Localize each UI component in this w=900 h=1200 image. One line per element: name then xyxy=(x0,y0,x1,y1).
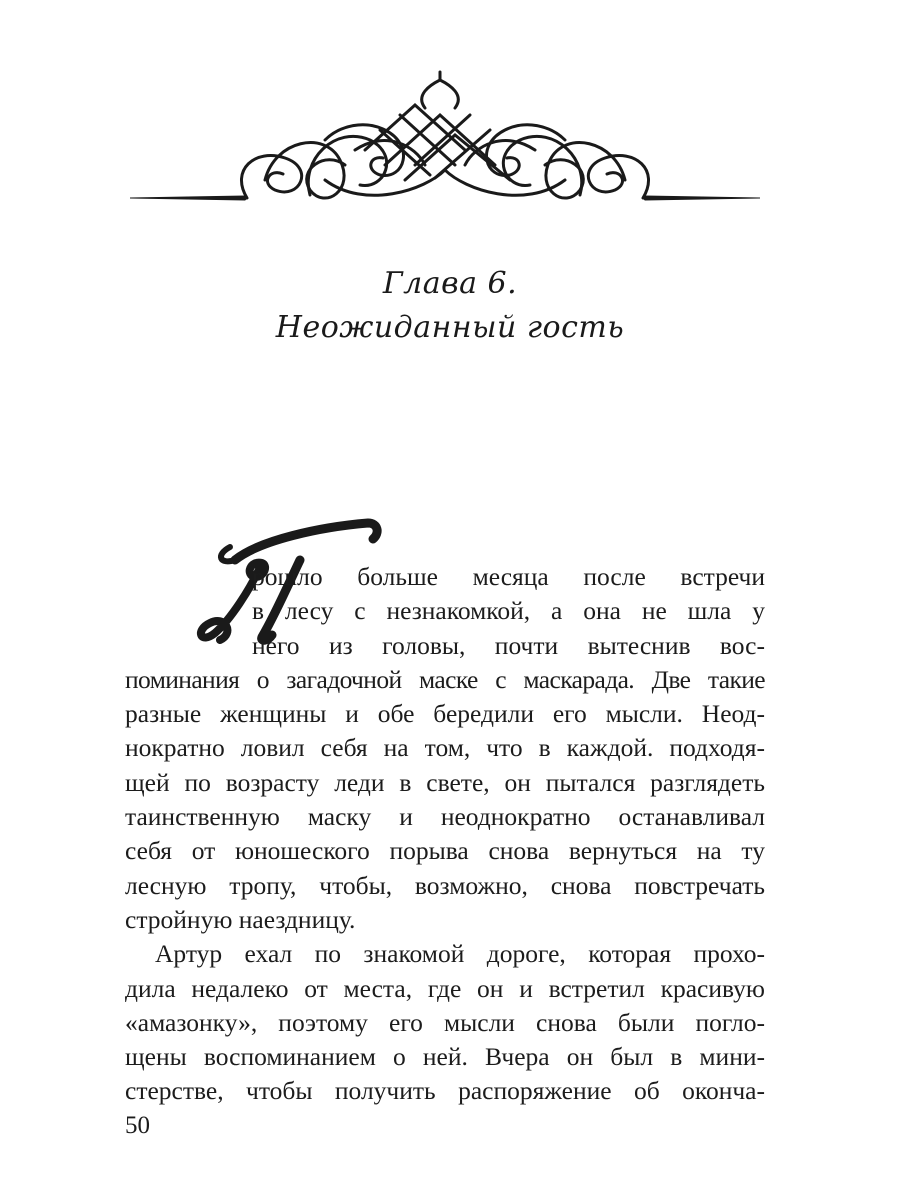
text-line: Артур ехал по знакомой дороге, которая прохо- xyxy=(155,939,765,969)
chapter-label: Глава 6. xyxy=(382,266,518,301)
text-line: в лесу с незнакомкой, а она не шла у xyxy=(252,596,765,626)
text-line: рошло больше месяца после встречи xyxy=(252,562,765,591)
text-line: стройную наездницу. xyxy=(125,904,356,934)
calligraphic-flourish-ornament-icon xyxy=(125,70,765,220)
text-line: поминания о загадочной маске с маскарада. Две такие xyxy=(125,664,765,694)
body-text xyxy=(125,560,765,1109)
chapter-title: Неожиданный гость xyxy=(275,310,625,345)
text-line: разные женщины и обе бередили его мысли. Неод- xyxy=(125,699,765,729)
chapter-heading xyxy=(0,262,900,350)
text-line: себя от юношеского порыва снова вернуться на ту xyxy=(125,836,765,866)
text-line: «амазонку», поэтому его мысли снова были погло- xyxy=(125,1007,765,1037)
text-line: лесную тропу, чтобы, возможно, снова повстречать xyxy=(125,870,765,900)
text-line: дила недалеко от места, где он и встретил красивую xyxy=(125,973,765,1003)
text-line: него из головы, почти вытеснив вос- xyxy=(252,630,765,660)
text-line: щей по возрасту леди в свете, он пытался разглядеть xyxy=(125,767,765,797)
text-line: нократно ловил себя на том, что в каждой. подходя- xyxy=(125,733,765,763)
text-line: таинственную маску и неоднократно останавливал xyxy=(125,802,765,832)
page-number: 50 xyxy=(125,1112,150,1139)
text-line: щены воспоминанием о ней. Вчера он был в мини- xyxy=(125,1042,765,1072)
text-line: стерстве, чтобы получить распоряжение об оконча- xyxy=(125,1076,765,1106)
